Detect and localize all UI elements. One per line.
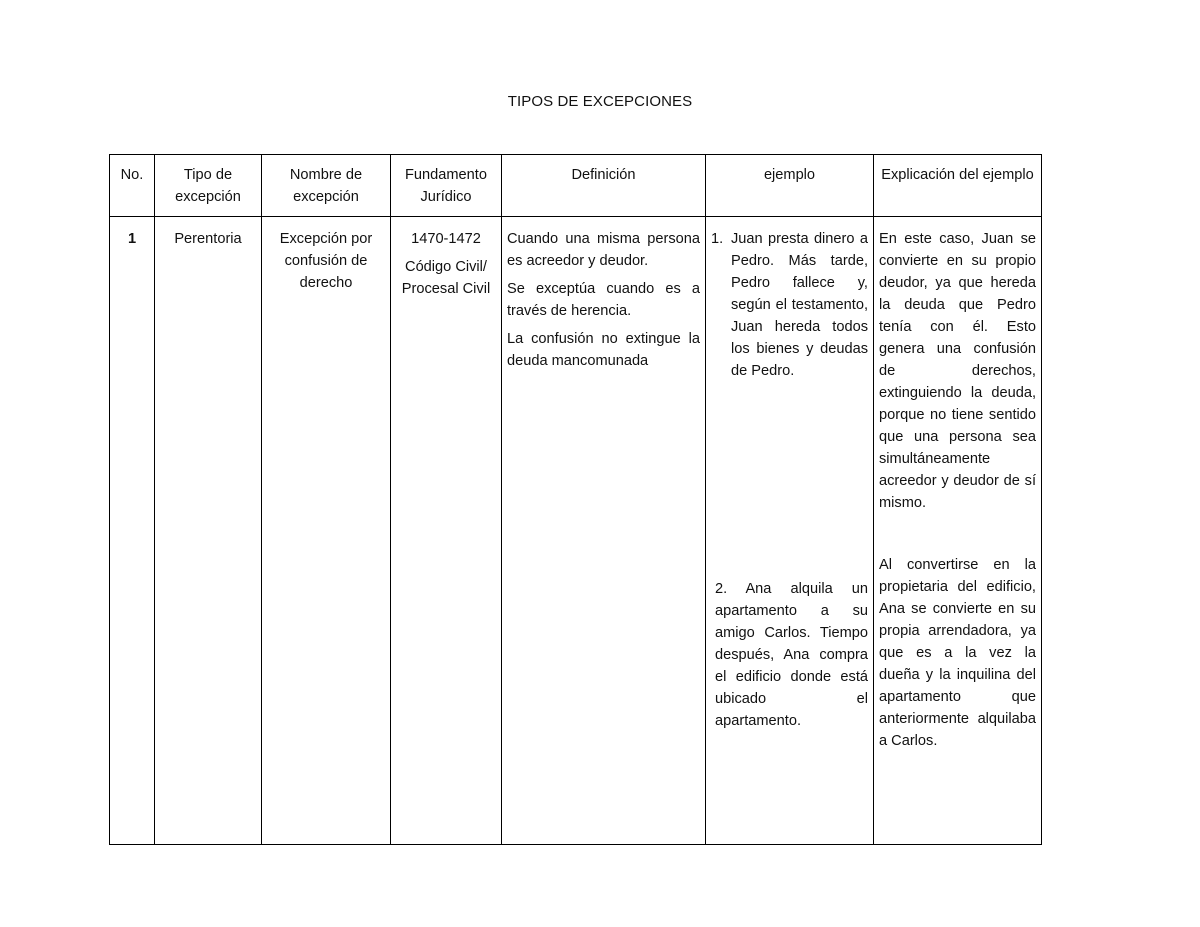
header-no: No.	[110, 155, 155, 217]
spacer	[879, 514, 1036, 554]
header-explicacion: Explicación del ejemplo	[874, 155, 1042, 217]
page-title: TIPOS DE EXCEPCIONES	[507, 93, 693, 110]
fundamento-articulos: 1470-1472	[411, 231, 481, 247]
explicacion-1: En este caso, Juan se convierte en su propio deudor, ya que hereda la deuda que Pedro tenía con él. Esto genera una confusión de derechos, extinguiendo la deuda, porque no tiene sentido que una persona sea simultáneamente acreedor y deudor de sí mismo.	[879, 231, 1036, 511]
ejemplo-2-text: 2. Ana alquila un apartamento a su amigo Carlos. Tiempo después, Ana compra el edificio donde está ubicado el apartamento.	[715, 581, 868, 729]
cell-no: 1	[110, 217, 155, 845]
header-ejemplo: ejemplo	[706, 155, 874, 217]
header-definicion: Definición	[502, 155, 706, 217]
table-row	[110, 217, 1042, 845]
ejemplo-1-text: Juan presta dinero a Pedro. Más tarde, Pedro fallece y, según el testamento, Juan hereda todos los bienes y deudas de Pedro.	[731, 231, 868, 379]
table-header-row	[110, 155, 1042, 217]
fundamento-codigo: Código Civil/ Procesal Civil	[401, 259, 491, 297]
exceptions-table	[109, 154, 1042, 845]
definicion-p2: Se exceptúa cuando es a través de herencia.	[507, 281, 700, 319]
ejemplo-1	[711, 228, 868, 382]
ejemplo-1-number: 1.	[711, 231, 724, 247]
header-tipo: Tipo de excepción	[155, 155, 262, 217]
header-nombre: Nombre de excepción	[262, 155, 391, 217]
cell-fundamento	[391, 217, 502, 845]
spacer	[711, 382, 868, 578]
cell-tipo: Perentoria	[155, 217, 262, 845]
cell-nombre: Excepción por confusión de derecho	[262, 217, 391, 845]
definicion-p3: La confusión no extingue la deuda mancomunada	[507, 331, 700, 369]
cell-ejemplo	[706, 217, 874, 845]
cell-definicion	[502, 217, 706, 845]
explicacion-2: Al convertirse en la propietaria del edificio, Ana se convierte en su propia arrendadora, ya que es a la vez la dueña y la inquilina del apartamento que anteriormente alquilaba a Carlos.	[879, 557, 1036, 749]
definicion-p1: Cuando una misma persona es acreedor y deudor.	[507, 231, 700, 269]
header-fundamento: Fundamento Jurídico	[391, 155, 502, 217]
cell-explicacion	[874, 217, 1042, 845]
